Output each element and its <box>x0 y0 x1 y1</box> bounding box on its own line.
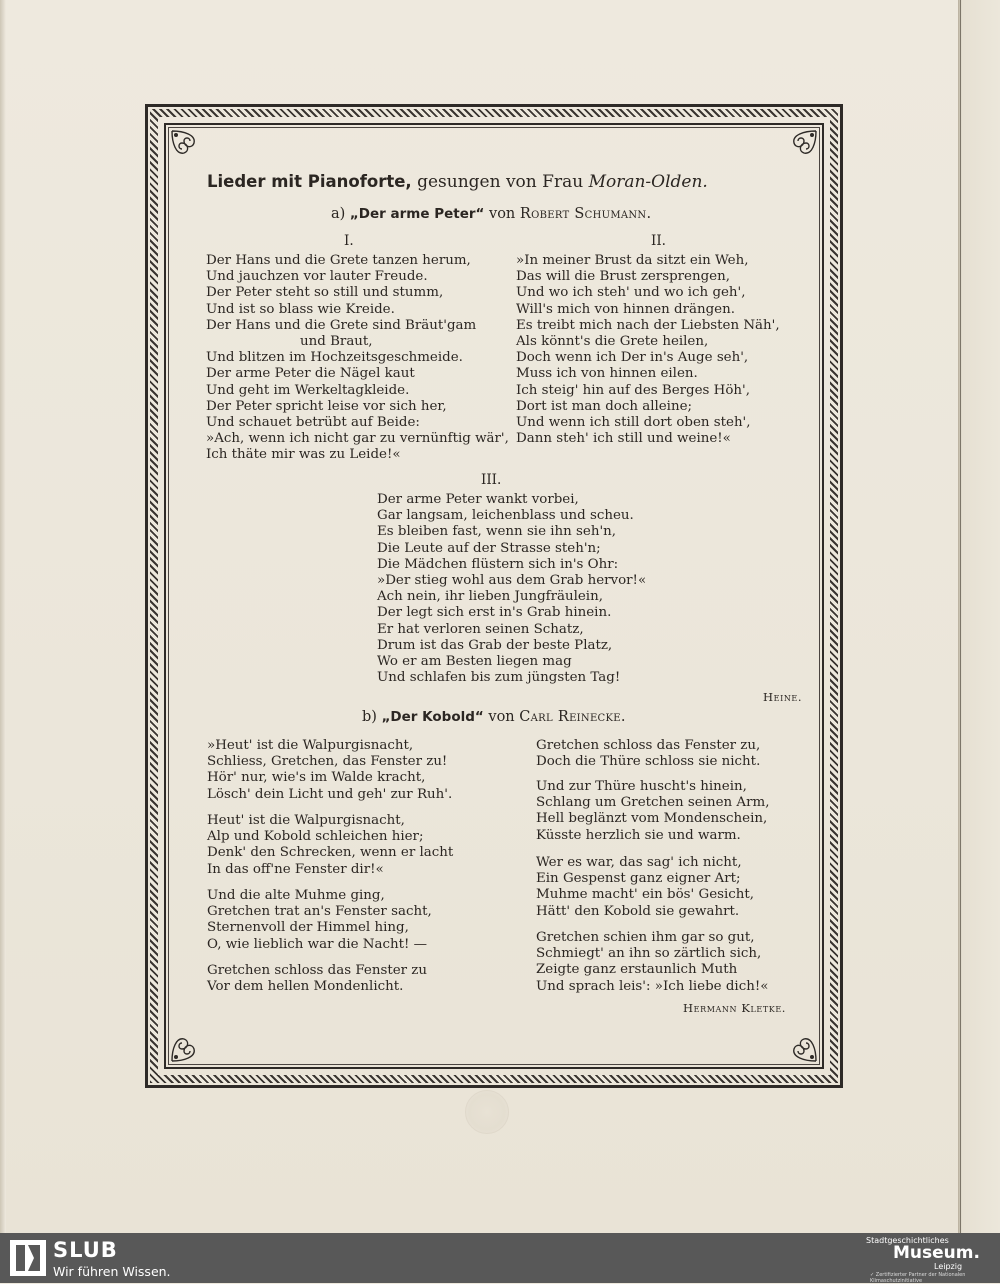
verse-line: Gretchen schloss das Fenster zu, <box>536 738 761 753</box>
verse-line: Und blitzen im Hochzeitsgeschmeide. <box>206 350 463 366</box>
song-a-composer: Robert Schumann. <box>519 206 652 222</box>
verse-line: Der Hans und die Grete sind Bräut'gam <box>206 317 477 333</box>
song-a-by: von <box>484 206 520 222</box>
verse-line: Schliess, Gretchen, das Fenster zu! <box>207 754 448 770</box>
song-b-stanza <box>536 779 769 844</box>
verse-line: Und wo ich steh' und wo ich geh', <box>516 285 746 301</box>
verse-line: Heut' ist die Walpurgisnacht, <box>207 813 405 828</box>
verse-line: Lösch' dein Licht und geh' zur Ruh'. <box>207 786 453 802</box>
verse-line: Gretchen trat an's Fenster sacht, <box>207 904 432 920</box>
library-name[interactable]: SLUB <box>53 1238 118 1262</box>
verse-line: Als könnt's die Grete heilen, <box>516 334 709 350</box>
song-a-part-3 <box>377 492 646 686</box>
verse-line: Doch wenn ich Der in's Auge seh', <box>516 350 749 366</box>
verse-line: Und schlafen bis zum jüngsten Tag! <box>377 670 621 686</box>
verse-line: Und zur Thüre huscht's hinein, <box>536 779 747 794</box>
verse-line: Ein Gespenst ganz eigner Art; <box>536 871 741 887</box>
verse-line: Das will die Brust zersprengen, <box>516 269 730 285</box>
song-b-stanza <box>536 738 760 770</box>
song-b-prefix: b) <box>362 709 382 725</box>
part-numeral-2: II. <box>651 233 666 249</box>
verse-line: Ich thäte mir was zu Leide!« <box>206 447 401 463</box>
verse-line: Muss ich von hinnen eilen. <box>516 366 698 382</box>
song-b-stanza <box>207 888 432 953</box>
page-heading <box>207 172 708 192</box>
part-numeral-3: III. <box>481 472 502 488</box>
verse-line: »Ach, wenn ich nicht gar zu vernünftig wär', <box>206 431 509 447</box>
verse-line: Er hat verloren seinen Schatz, <box>377 621 584 637</box>
song-b-composer: Carl Reinecke. <box>519 709 626 725</box>
verse-line: Ich steig' hin auf des Berges Höh', <box>516 382 750 398</box>
embossed-seal-icon <box>465 1090 509 1134</box>
verse-line: Doch die Thüre schloss sie nicht. <box>536 754 761 770</box>
song-a-part-1 <box>206 253 509 464</box>
verse-line: In das off'ne Fenster dir!« <box>207 861 384 877</box>
library-tagline: Wir führen Wissen. <box>53 1264 171 1279</box>
verse-line: Und jauchzen vor lauter Freude. <box>206 269 428 285</box>
verse-line: Dann steh' ich still und weine!« <box>516 431 731 447</box>
song-b-title <box>362 709 626 725</box>
verse-line: Der Peter spricht leise vor sich her, <box>206 398 447 414</box>
verse-line: Hör' nur, wie's im Walde kracht, <box>207 770 426 786</box>
verse-line: Alp und Kobold schleichen hier; <box>207 829 424 845</box>
verse-line: und Braut, <box>300 334 373 350</box>
poet-credit-b: Hermann Kletke. <box>683 1001 787 1015</box>
verse-line: Es treibt mich nach der Liebsten Näh', <box>516 317 780 333</box>
verse-line: Und sprach leis': »Ich liebe dich!« <box>536 978 769 994</box>
song-a-prefix: a) <box>331 206 350 222</box>
museum-city: Leipzig <box>934 1262 963 1271</box>
verse-line: Und schauet betrübt auf Beide: <box>206 415 420 431</box>
singer-name: Moran-Olden. <box>588 172 708 192</box>
verse-line: Der arme Peter die Nägel kaut <box>206 366 415 382</box>
verse-line: Die Leute auf der Strasse steh'n; <box>377 540 601 556</box>
heading-bold: Lieder mit Pianoforte, <box>207 172 412 191</box>
verse-line: Schmiegt' an ihn so zärtlich sich, <box>536 946 762 962</box>
song-b-name: „Der Kobold“ <box>381 709 484 725</box>
verse-line: Und ist so blass wie Kreide. <box>206 301 395 317</box>
song-a-part-2 <box>516 253 780 447</box>
museum-prefix: Stadtgeschichtliches <box>866 1236 949 1245</box>
verse-line: O, wie lieblich war die Nacht! — <box>207 936 428 952</box>
museum-logo-text[interactable]: Museum. <box>893 1243 980 1263</box>
verse-line: »Der stieg wohl aus dem Grab hervor!« <box>377 573 647 589</box>
verse-line: Wo er am Besten liegen mag <box>377 654 572 670</box>
verse-line: Der Hans und die Grete tanzen herum, <box>206 253 471 268</box>
slub-logo-icon[interactable] <box>10 1240 46 1276</box>
song-b-stanza <box>207 813 453 878</box>
verse-line: Der Peter steht so still und stumm, <box>206 285 444 301</box>
song-b-stanza <box>207 738 452 803</box>
verse-line: Denk' den Schrecken, wenn er lacht <box>207 845 454 861</box>
verse-line: Und wenn ich still dort oben steh', <box>516 415 751 431</box>
poet-credit-a: Heine. <box>763 690 803 704</box>
song-b-stanza <box>536 930 768 995</box>
song-a-title <box>331 206 651 222</box>
song-a-name: „Der arme Peter“ <box>349 206 485 222</box>
part-numeral-1: I. <box>344 233 354 249</box>
verse-line: Und geht im Werkeltagkleide. <box>206 382 410 398</box>
verse-line: Gar langsam, leichenblass und scheu. <box>377 508 634 524</box>
verse-line: Hätt' den Kobold sie gewahrt. <box>536 903 740 919</box>
verse-line: Wer es war, das sag' ich nicht, <box>536 855 742 870</box>
verse-line: Gretchen schloss das Fenster zu <box>207 963 427 978</box>
verse-line: Sternenvoll der Himmel hing, <box>207 920 409 936</box>
verse-line: Küsste herzlich sie und warm. <box>536 827 741 843</box>
verse-line: Muhme macht' ein bös' Gesicht, <box>536 887 755 903</box>
verse-line: Will's mich von hinnen drängen. <box>516 301 735 317</box>
museum-certificate: ✓ Zertifizierter Partner der Nationalen Klimaschutzinitiative <box>870 1272 966 1284</box>
verse-line: Der legt sich erst in's Grab hinein. <box>377 605 612 621</box>
verse-line: Der arme Peter wankt vorbei, <box>377 492 579 507</box>
song-b-stanza <box>536 855 754 920</box>
verse-line: Die Mädchen flüstern sich in's Ohr: <box>377 556 619 572</box>
verse-line: »In meiner Brust da sitzt ein Weh, <box>516 253 749 268</box>
verse-line: Es bleiben fast, wenn sie ihn seh'n, <box>377 524 617 540</box>
verse-line: Ach nein, ihr lieben Jungfräulein, <box>377 589 603 605</box>
heading-text: gesungen von Frau <box>411 172 589 192</box>
verse-line: Gretchen schien ihm gar so gut, <box>536 930 755 945</box>
song-b-by: von <box>483 709 520 725</box>
verse-line: Zeigte ganz erstaunlich Muth <box>536 962 738 978</box>
verse-line: Hell beglänzt vom Mondenschein, <box>536 811 768 827</box>
verse-line: Vor dem hellen Mondenlicht. <box>207 979 404 995</box>
verse-line: Dort ist man doch alleine; <box>516 398 693 414</box>
verse-line: Und die alte Muhme ging, <box>207 888 385 903</box>
verse-line: »Heut' ist die Walpurgisnacht, <box>207 738 414 753</box>
verse-line: Schlang um Gretchen seinen Arm, <box>536 795 770 811</box>
verse-line: Drum ist das Grab der beste Platz, <box>377 637 613 653</box>
song-b-stanza <box>207 963 427 995</box>
